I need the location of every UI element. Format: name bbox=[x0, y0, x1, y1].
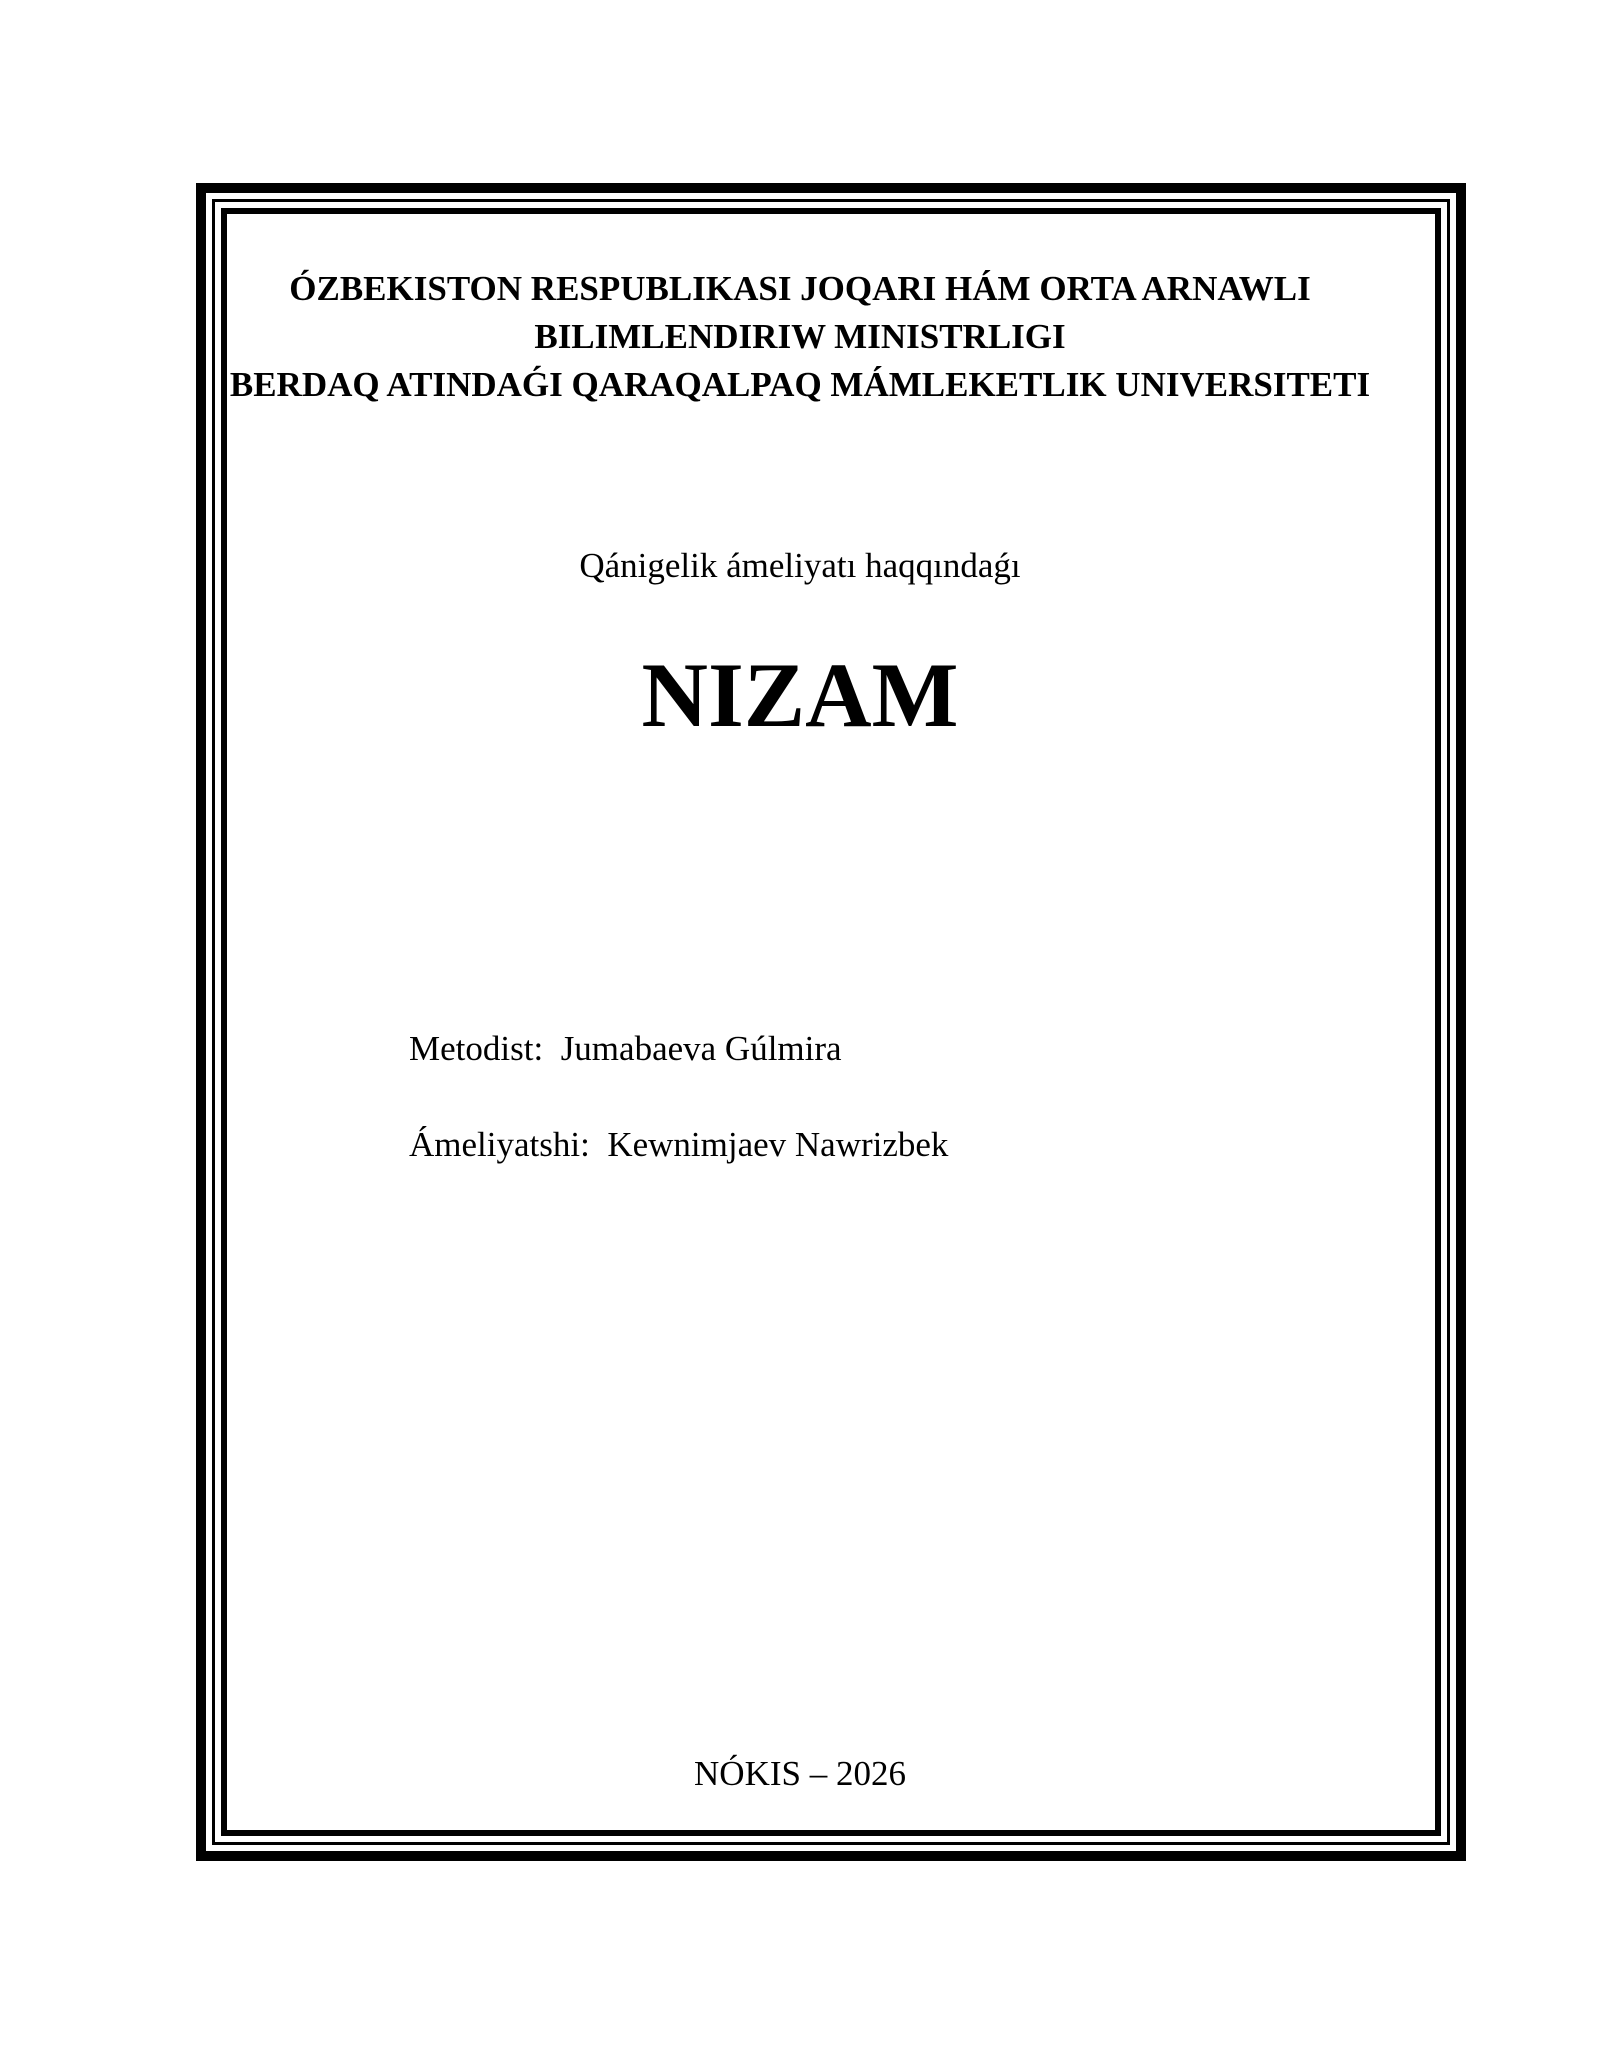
metodist-label: Metodist: bbox=[409, 1029, 544, 1068]
ameliyatshi-label: Ámeliyatshi: bbox=[409, 1125, 590, 1164]
metodist-name: Jumabaeva Gúlmira bbox=[560, 1029, 842, 1068]
page-border-outer bbox=[196, 183, 1466, 1861]
institution-header bbox=[0, 265, 1600, 409]
document-title: NIZAM bbox=[641, 644, 959, 746]
header-ministry-line-2: BILIMLENDIRIW MINISTRLIGI bbox=[534, 317, 1066, 356]
ameliyatshi-line bbox=[409, 1123, 948, 1167]
header-ministry-line-1: ÓZBEKISTON RESPUBLIKASI JOQARI HÁM ORTA ARNAWLI bbox=[289, 269, 1311, 308]
metodist-line bbox=[409, 1027, 842, 1071]
header-university-name: BERDAQ ATINDAǴI QARAQALPAQ MÁMLEKETLIK UNIVERSITETI bbox=[229, 365, 1371, 404]
ameliyatshi-name: Kewnimjaev Nawrizbek bbox=[607, 1125, 949, 1164]
city-year-footer: NÓKIS – 2026 bbox=[694, 1754, 906, 1793]
document-subtitle: Qánigelik ámeliyatı haqqındaǵı bbox=[579, 546, 1021, 585]
page-border-inner bbox=[221, 208, 1441, 1836]
page-border-middle bbox=[212, 199, 1450, 1845]
